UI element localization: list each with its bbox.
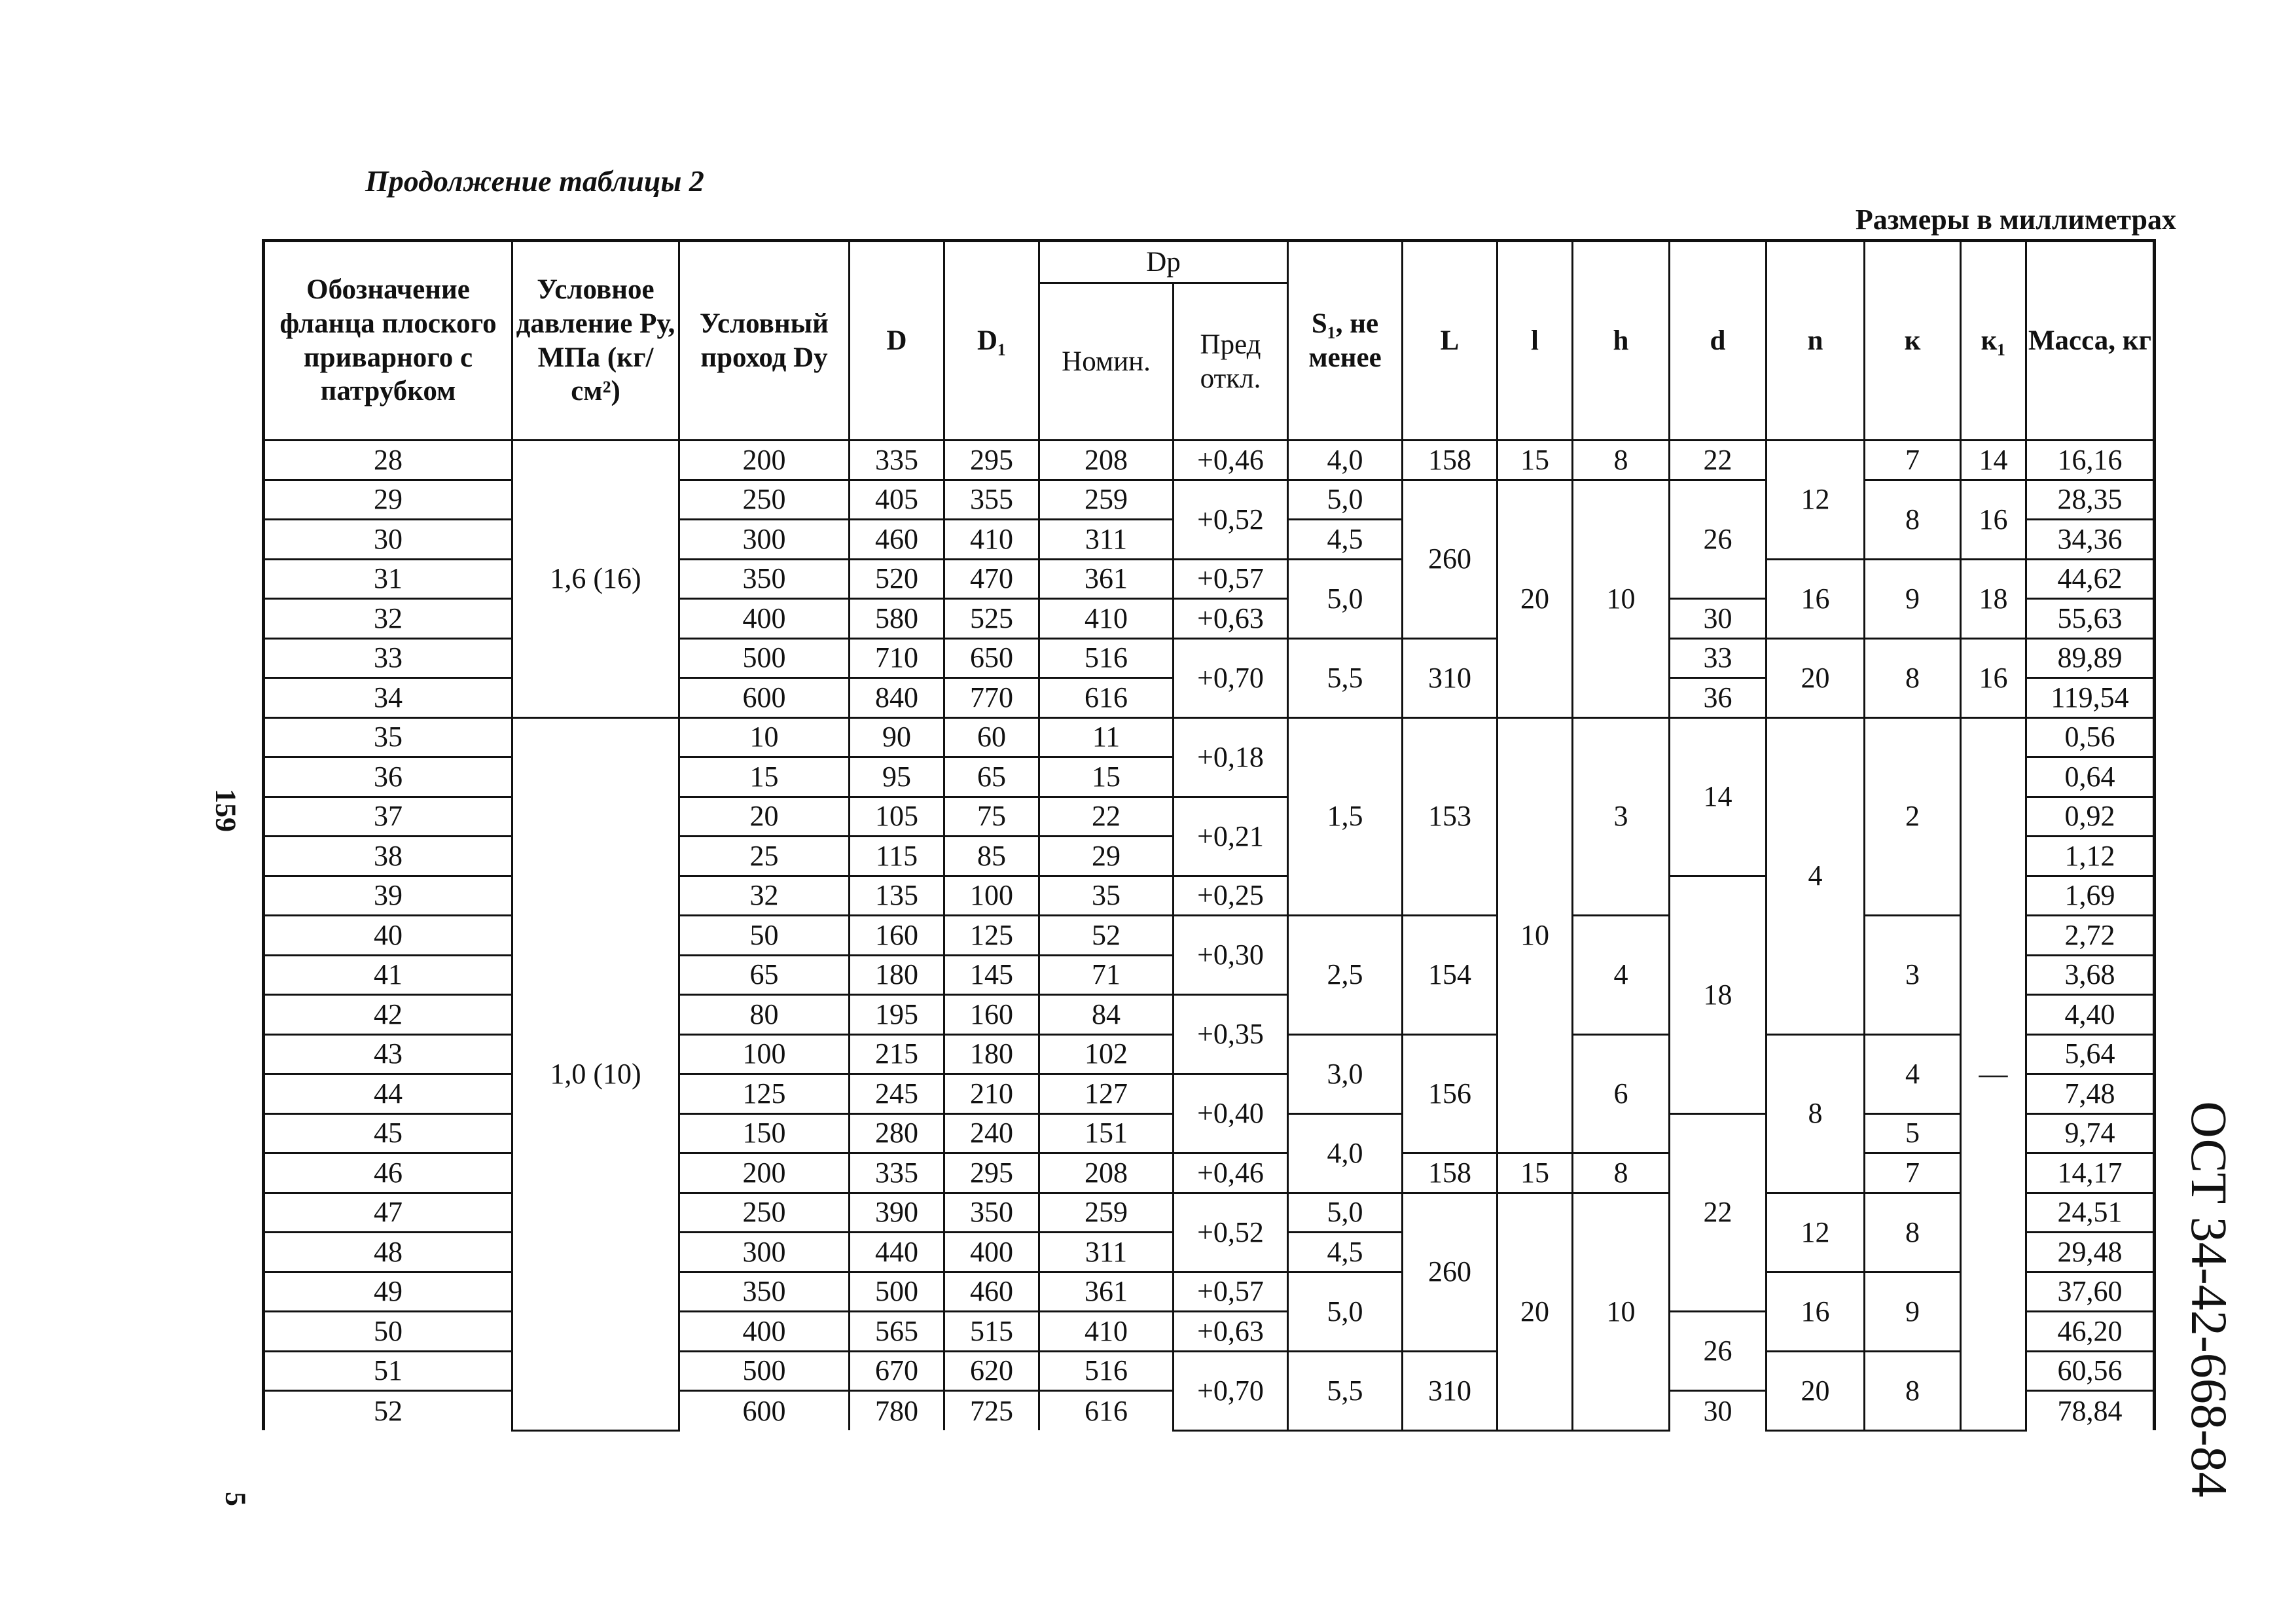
cell-mass: 3,68 bbox=[2026, 955, 2155, 995]
cell-D1: 85 bbox=[944, 837, 1039, 876]
cell-Dp-dev: +0,21 bbox=[1174, 797, 1288, 876]
col-D1-header: D₁ bbox=[944, 241, 1039, 441]
cell-h: 10 bbox=[1573, 1193, 1670, 1430]
col-l-header: l bbox=[1498, 241, 1573, 441]
col-designation-header: Обозначение фланца плоского приварного с патрубком bbox=[264, 241, 512, 441]
cell-designation: 31 bbox=[264, 559, 512, 599]
cell-designation: 41 bbox=[264, 955, 512, 995]
cell-Dp-nom: 259 bbox=[1039, 480, 1174, 520]
cell-n: 12 bbox=[1767, 1193, 1865, 1272]
cell-Dp-nom: 616 bbox=[1039, 678, 1174, 718]
cell-h: 10 bbox=[1573, 480, 1670, 717]
cell-h: 8 bbox=[1573, 441, 1670, 480]
cell-designation: 38 bbox=[264, 837, 512, 876]
cell-designation: 32 bbox=[264, 599, 512, 639]
cell-k1: 16 bbox=[1961, 638, 2026, 717]
cell-Dp-dev: +0,18 bbox=[1174, 717, 1288, 797]
cell-Dp-dev: +0,57 bbox=[1174, 1272, 1288, 1312]
cell-n: 4 bbox=[1767, 717, 1865, 1034]
cell-D1: 515 bbox=[944, 1312, 1039, 1352]
cell-S1: 1,5 bbox=[1288, 717, 1403, 916]
cell-bore: 150 bbox=[679, 1113, 850, 1153]
cell-d: 22 bbox=[1670, 441, 1767, 480]
cell-bore: 10 bbox=[679, 717, 850, 757]
col-Dp-dev-header: Пред откл. bbox=[1174, 283, 1288, 441]
cell-D1: 295 bbox=[944, 1153, 1039, 1193]
col-Dp-header: Dp bbox=[1039, 241, 1288, 283]
cell-n: 12 bbox=[1767, 441, 1865, 560]
cell-mass: 34,36 bbox=[2026, 520, 2155, 560]
cell-S1: 3,0 bbox=[1288, 1034, 1403, 1113]
cell-d: 14 bbox=[1670, 717, 1767, 876]
cell-D: 195 bbox=[850, 995, 944, 1035]
cell-S1: 4,5 bbox=[1288, 520, 1403, 560]
cell-Dp-nom: 616 bbox=[1039, 1391, 1174, 1431]
cell-bore: 200 bbox=[679, 441, 850, 480]
cell-D: 710 bbox=[850, 638, 944, 678]
cell-D1: 400 bbox=[944, 1233, 1039, 1272]
col-mass-header: Масса, кг bbox=[2026, 241, 2155, 441]
cell-L: 158 bbox=[1403, 1153, 1498, 1193]
cell-designation: 46 bbox=[264, 1153, 512, 1193]
cell-Dp-nom: 52 bbox=[1039, 916, 1174, 956]
cell-mass: 9,74 bbox=[2026, 1113, 2155, 1153]
cell-Dp-nom: 259 bbox=[1039, 1193, 1174, 1233]
cell-bore: 350 bbox=[679, 559, 850, 599]
cell-Dp-nom: 208 bbox=[1039, 441, 1174, 480]
cell-d: 36 bbox=[1670, 678, 1767, 718]
cell-bore: 200 bbox=[679, 1153, 850, 1193]
flange-table bbox=[262, 239, 2156, 1432]
cell-D1: 410 bbox=[944, 520, 1039, 560]
cell-Dp-dev: +0,30 bbox=[1174, 916, 1288, 995]
cell-D: 500 bbox=[850, 1272, 944, 1312]
cell-Dp-nom: 11 bbox=[1039, 717, 1174, 757]
cell-designation: 34 bbox=[264, 678, 512, 718]
cell-Dp-nom: 361 bbox=[1039, 1272, 1174, 1312]
cell-L: 153 bbox=[1403, 717, 1498, 916]
cell-Dp-dev: +0,52 bbox=[1174, 1193, 1288, 1272]
units-note: Размеры в миллиметрах bbox=[1855, 204, 2176, 236]
document-code-wrap bbox=[2181, 1101, 2238, 1498]
cell-n: 8 bbox=[1767, 1034, 1865, 1193]
cell-designation: 49 bbox=[264, 1272, 512, 1312]
table-header bbox=[264, 241, 2155, 441]
cell-bore: 500 bbox=[679, 1351, 850, 1391]
table-row bbox=[264, 441, 2155, 480]
cell-D: 180 bbox=[850, 955, 944, 995]
cell-L: 156 bbox=[1403, 1034, 1498, 1153]
cell-Dp-nom: 102 bbox=[1039, 1034, 1174, 1074]
cell-bore: 400 bbox=[679, 599, 850, 639]
cell-mass: 55,63 bbox=[2026, 599, 2155, 639]
cell-Dp-dev: +0,70 bbox=[1174, 1351, 1288, 1430]
page-number: 159 bbox=[209, 789, 242, 832]
cell-Dp-nom: 516 bbox=[1039, 1351, 1174, 1391]
cell-D: 105 bbox=[850, 797, 944, 837]
cell-D: 280 bbox=[850, 1113, 944, 1153]
cell-designation: 42 bbox=[264, 995, 512, 1035]
cell-k: 8 bbox=[1865, 638, 1961, 717]
cell-L: 154 bbox=[1403, 916, 1498, 1035]
cell-D1: 60 bbox=[944, 717, 1039, 757]
cell-Dp-nom: 311 bbox=[1039, 520, 1174, 560]
cell-D1: 75 bbox=[944, 797, 1039, 837]
cell-S1: 5,0 bbox=[1288, 559, 1403, 638]
cell-D: 160 bbox=[850, 916, 944, 956]
cell-Dp-dev: +0,63 bbox=[1174, 599, 1288, 639]
cell-designation: 28 bbox=[264, 441, 512, 480]
table-caption: Продолжение таблицы 2 bbox=[365, 164, 704, 198]
cell-D: 90 bbox=[850, 717, 944, 757]
cell-k: 7 bbox=[1865, 441, 1961, 480]
cell-D1: 65 bbox=[944, 757, 1039, 797]
cell-bore: 15 bbox=[679, 757, 850, 797]
cell-mass: 2,72 bbox=[2026, 916, 2155, 956]
cell-bore: 600 bbox=[679, 678, 850, 718]
cell-D1: 725 bbox=[944, 1391, 1039, 1431]
cell-L: 310 bbox=[1403, 638, 1498, 717]
cell-D: 115 bbox=[850, 837, 944, 876]
cell-d: 18 bbox=[1670, 876, 1767, 1113]
col-bore-header: Условный проход Dy bbox=[679, 241, 850, 441]
cell-L: 260 bbox=[1403, 1193, 1498, 1351]
cell-designation: 39 bbox=[264, 876, 512, 916]
cell-l: 15 bbox=[1498, 1153, 1573, 1193]
cell-mass: 44,62 bbox=[2026, 559, 2155, 599]
cell-mass: 5,64 bbox=[2026, 1034, 2155, 1074]
cell-k: 8 bbox=[1865, 1193, 1961, 1272]
cell-designation: 44 bbox=[264, 1074, 512, 1114]
col-S1-header: S₁, не менее bbox=[1288, 241, 1403, 441]
cell-pressure: 1,6 (16) bbox=[512, 441, 679, 718]
cell-mass: 60,56 bbox=[2026, 1351, 2155, 1391]
cell-Dp-nom: 84 bbox=[1039, 995, 1174, 1035]
cell-bore: 80 bbox=[679, 995, 850, 1035]
cell-designation: 47 bbox=[264, 1193, 512, 1233]
cell-D1: 210 bbox=[944, 1074, 1039, 1114]
cell-D1: 145 bbox=[944, 955, 1039, 995]
cell-S1: 4,0 bbox=[1288, 1113, 1403, 1193]
cell-Dp-dev: +0,40 bbox=[1174, 1074, 1288, 1153]
cell-D1: 160 bbox=[944, 995, 1039, 1035]
cell-l: 10 bbox=[1498, 717, 1573, 1153]
cell-bore: 350 bbox=[679, 1272, 850, 1312]
cell-D: 135 bbox=[850, 876, 944, 916]
cell-Dp-nom: 29 bbox=[1039, 837, 1174, 876]
cell-Dp-dev: +0,52 bbox=[1174, 480, 1288, 559]
col-k1-header: к₁ bbox=[1961, 241, 2026, 441]
cell-D1: 525 bbox=[944, 599, 1039, 639]
cell-S1: 5,0 bbox=[1288, 1193, 1403, 1233]
cell-designation: 37 bbox=[264, 797, 512, 837]
cell-designation: 36 bbox=[264, 757, 512, 797]
cell-D: 390 bbox=[850, 1193, 944, 1233]
cell-mass: 16,16 bbox=[2026, 441, 2155, 480]
cell-bore: 32 bbox=[679, 876, 850, 916]
document-code: ОСТ 34-42-668-84 bbox=[2181, 1101, 2238, 1498]
cell-S1: 5,5 bbox=[1288, 638, 1403, 717]
cell-D: 840 bbox=[850, 678, 944, 718]
cell-D1: 470 bbox=[944, 559, 1039, 599]
cell-S1: 4,5 bbox=[1288, 1233, 1403, 1272]
cell-mass: 7,48 bbox=[2026, 1074, 2155, 1114]
cell-S1: 2,5 bbox=[1288, 916, 1403, 1035]
cell-h: 3 bbox=[1573, 717, 1670, 916]
cell-designation: 51 bbox=[264, 1351, 512, 1391]
cell-Dp-nom: 22 bbox=[1039, 797, 1174, 837]
cell-mass: 0,64 bbox=[2026, 757, 2155, 797]
cell-n: 20 bbox=[1767, 638, 1865, 717]
cell-S1: 5,0 bbox=[1288, 1272, 1403, 1351]
cell-Dp-nom: 151 bbox=[1039, 1113, 1174, 1153]
cell-designation: 43 bbox=[264, 1034, 512, 1074]
cell-d: 22 bbox=[1670, 1113, 1767, 1312]
col-k-header: к bbox=[1865, 241, 1961, 441]
cell-d: 33 bbox=[1670, 638, 1767, 678]
cell-D1: 295 bbox=[944, 441, 1039, 480]
cell-Dp-nom: 311 bbox=[1039, 1233, 1174, 1272]
cell-D: 565 bbox=[850, 1312, 944, 1352]
cell-n: 16 bbox=[1767, 1272, 1865, 1351]
cell-bore: 250 bbox=[679, 1193, 850, 1233]
cell-D: 670 bbox=[850, 1351, 944, 1391]
col-h-header: h bbox=[1573, 241, 1670, 441]
cell-bore: 20 bbox=[679, 797, 850, 837]
cell-bore: 250 bbox=[679, 480, 850, 520]
cell-Dp-nom: 35 bbox=[1039, 876, 1174, 916]
cell-mass: 1,12 bbox=[2026, 837, 2155, 876]
cell-S1: 4,0 bbox=[1288, 441, 1403, 480]
col-n-header: n bbox=[1767, 241, 1865, 441]
cell-k: 8 bbox=[1865, 1351, 1961, 1430]
cell-Dp-nom: 127 bbox=[1039, 1074, 1174, 1114]
cell-D: 580 bbox=[850, 599, 944, 639]
cell-mass: 1,69 bbox=[2026, 876, 2155, 916]
cell-D1: 125 bbox=[944, 916, 1039, 956]
cell-D: 405 bbox=[850, 480, 944, 520]
page-index: 5 bbox=[219, 1492, 252, 1506]
cell-bore: 125 bbox=[679, 1074, 850, 1114]
cell-d: 30 bbox=[1670, 1391, 1767, 1431]
cell-pressure: 1,0 (10) bbox=[512, 717, 679, 1430]
cell-L: 260 bbox=[1403, 480, 1498, 638]
cell-bore: 500 bbox=[679, 638, 850, 678]
cell-D: 335 bbox=[850, 441, 944, 480]
cell-Dp-dev: +0,35 bbox=[1174, 995, 1288, 1074]
cell-k: 4 bbox=[1865, 1034, 1961, 1113]
cell-mass: 14,17 bbox=[2026, 1153, 2155, 1193]
cell-Dp-nom: 410 bbox=[1039, 599, 1174, 639]
cell-k: 9 bbox=[1865, 559, 1961, 638]
cell-h: 4 bbox=[1573, 916, 1670, 1035]
cell-l: 15 bbox=[1498, 441, 1573, 480]
cell-bore: 25 bbox=[679, 837, 850, 876]
cell-designation: 52 bbox=[264, 1391, 512, 1431]
cell-Dp-nom: 516 bbox=[1039, 638, 1174, 678]
cell-D1: 180 bbox=[944, 1034, 1039, 1074]
cell-D1: 240 bbox=[944, 1113, 1039, 1153]
cell-L: 158 bbox=[1403, 441, 1498, 480]
cell-bore: 300 bbox=[679, 520, 850, 560]
table-body bbox=[264, 441, 2155, 1431]
cell-k: 2 bbox=[1865, 717, 1961, 916]
cell-mass: 37,60 bbox=[2026, 1272, 2155, 1312]
cell-Dp-dev: +0,46 bbox=[1174, 1153, 1288, 1193]
cell-S1: 5,5 bbox=[1288, 1351, 1403, 1430]
cell-Dp-dev: +0,70 bbox=[1174, 638, 1288, 717]
cell-D: 95 bbox=[850, 757, 944, 797]
cell-k: 5 bbox=[1865, 1113, 1961, 1153]
cell-bore: 100 bbox=[679, 1034, 850, 1074]
cell-mass: 29,48 bbox=[2026, 1233, 2155, 1272]
cell-k: 8 bbox=[1865, 480, 1961, 559]
cell-n: 16 bbox=[1767, 559, 1865, 638]
cell-designation: 35 bbox=[264, 717, 512, 757]
cell-h: 8 bbox=[1573, 1153, 1670, 1193]
cell-bore: 300 bbox=[679, 1233, 850, 1272]
cell-l: 20 bbox=[1498, 480, 1573, 717]
col-d-header: d bbox=[1670, 241, 1767, 441]
cell-mass: 0,92 bbox=[2026, 797, 2155, 837]
cell-mass: 78,84 bbox=[2026, 1391, 2155, 1431]
cell-Dp-nom: 15 bbox=[1039, 757, 1174, 797]
cell-k1: 14 bbox=[1961, 441, 2026, 480]
cell-bore: 400 bbox=[679, 1312, 850, 1352]
cell-D: 245 bbox=[850, 1074, 944, 1114]
cell-k: 7 bbox=[1865, 1153, 1961, 1193]
cell-Dp-dev: +0,57 bbox=[1174, 559, 1288, 599]
cell-D: 520 bbox=[850, 559, 944, 599]
cell-k1: — bbox=[1961, 717, 2026, 1430]
cell-D1: 100 bbox=[944, 876, 1039, 916]
cell-k: 9 bbox=[1865, 1272, 1961, 1351]
cell-designation: 48 bbox=[264, 1233, 512, 1272]
cell-l: 20 bbox=[1498, 1193, 1573, 1430]
cell-k: 3 bbox=[1865, 916, 1961, 1035]
cell-bore: 600 bbox=[679, 1391, 850, 1431]
cell-n: 20 bbox=[1767, 1351, 1865, 1430]
cell-L: 310 bbox=[1403, 1351, 1498, 1430]
cell-mass: 89,89 bbox=[2026, 638, 2155, 678]
cell-designation: 40 bbox=[264, 916, 512, 956]
cell-D: 780 bbox=[850, 1391, 944, 1431]
cell-D1: 770 bbox=[944, 678, 1039, 718]
cell-D1: 355 bbox=[944, 480, 1039, 520]
cell-Dp-dev: +0,25 bbox=[1174, 876, 1288, 916]
cell-d: 30 bbox=[1670, 599, 1767, 639]
col-D-header: D bbox=[850, 241, 944, 441]
cell-Dp-dev: +0,46 bbox=[1174, 441, 1288, 480]
cell-Dp-dev: +0,63 bbox=[1174, 1312, 1288, 1352]
cell-designation: 29 bbox=[264, 480, 512, 520]
cell-bore: 65 bbox=[679, 955, 850, 995]
col-pressure-header: Условное давление Ру, МПа (кг/см²) bbox=[512, 241, 679, 441]
cell-D: 215 bbox=[850, 1034, 944, 1074]
cell-d: 26 bbox=[1670, 480, 1767, 599]
cell-mass: 0,56 bbox=[2026, 717, 2155, 757]
cell-Dp-nom: 71 bbox=[1039, 955, 1174, 995]
cell-mass: 24,51 bbox=[2026, 1193, 2155, 1233]
cell-k1: 18 bbox=[1961, 559, 2026, 638]
cell-mass: 46,20 bbox=[2026, 1312, 2155, 1352]
cell-D1: 620 bbox=[944, 1351, 1039, 1391]
cell-designation: 45 bbox=[264, 1113, 512, 1153]
cell-Dp-nom: 361 bbox=[1039, 559, 1174, 599]
cell-mass: 119,54 bbox=[2026, 678, 2155, 718]
cell-bore: 50 bbox=[679, 916, 850, 956]
cell-Dp-nom: 410 bbox=[1039, 1312, 1174, 1352]
col-L-header: L bbox=[1403, 241, 1498, 441]
cell-S1: 5,0 bbox=[1288, 480, 1403, 520]
cell-D1: 650 bbox=[944, 638, 1039, 678]
cell-D: 440 bbox=[850, 1233, 944, 1272]
cell-mass: 4,40 bbox=[2026, 995, 2155, 1035]
cell-mass: 28,35 bbox=[2026, 480, 2155, 520]
col-Dp-nom-header: Номин. bbox=[1039, 283, 1174, 441]
cell-h: 6 bbox=[1573, 1034, 1670, 1153]
cell-d: 26 bbox=[1670, 1312, 1767, 1391]
cell-D1: 460 bbox=[944, 1272, 1039, 1312]
cell-Dp-nom: 208 bbox=[1039, 1153, 1174, 1193]
cell-k1: 16 bbox=[1961, 480, 2026, 559]
cell-designation: 50 bbox=[264, 1312, 512, 1352]
cell-designation: 33 bbox=[264, 638, 512, 678]
cell-D1: 350 bbox=[944, 1193, 1039, 1233]
cell-designation: 30 bbox=[264, 520, 512, 560]
cell-D: 460 bbox=[850, 520, 944, 560]
cell-D: 335 bbox=[850, 1153, 944, 1193]
table-row bbox=[264, 717, 2155, 757]
